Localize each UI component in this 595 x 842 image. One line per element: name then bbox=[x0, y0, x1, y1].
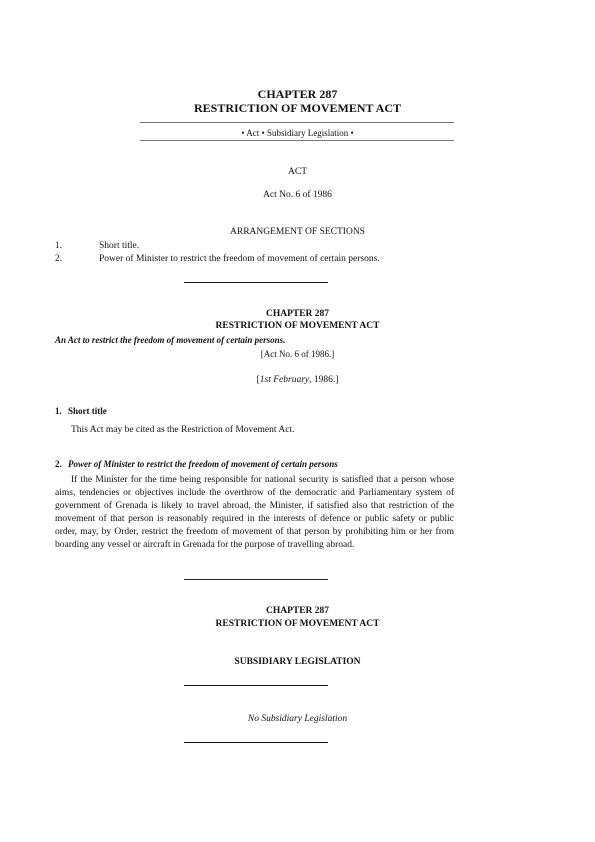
nav-bottom-rule bbox=[140, 140, 454, 141]
section-2-text: If the Minister for the time being responsible for national security is satisfied that a person whose aims, tendencies or objectives include the overthrow of the democratic and Parliamentary system of government of Grenada is likely to travel abroad, the Minister, if satisfied also that restriction of the movement of that person is reasonably required in the interests of defence or public safety or public order, may, by Order, restrict the freedom of movement of that person by prohibiting him or her from boarding any vessel or aircraft in Grenada for the purpose of travelling abroad. bbox=[55, 475, 454, 550]
nav-link-act[interactable]: Act bbox=[246, 128, 260, 138]
section-1-heading bbox=[55, 405, 107, 418]
arrangement-item-text[interactable]: Short title. bbox=[99, 241, 140, 251]
arrangement-heading: ARRANGEMENT OF SECTIONS bbox=[230, 227, 365, 237]
section-title: Power of Minister to restrict the freedom of movement of certain persons bbox=[68, 459, 338, 469]
body-chapter-heading: CHAPTER 287 bbox=[265, 309, 330, 319]
subsidiary-chapter-heading: CHAPTER 287 bbox=[265, 606, 330, 616]
section-2-heading bbox=[55, 458, 338, 471]
nav-links bbox=[0, 128, 595, 138]
arrangement-item-number: 2. bbox=[55, 254, 63, 264]
section-number: 1. bbox=[55, 406, 62, 416]
no-subsidiary-note: No Subsidiary Legislation bbox=[247, 714, 348, 724]
arrangement-item[interactable] bbox=[55, 240, 455, 253]
section-title: Short title bbox=[68, 406, 107, 416]
commencement-close: , 1986.] bbox=[309, 375, 339, 385]
nav-link-subsidiary[interactable]: Subsidiary Legislation bbox=[266, 128, 349, 138]
section-1-text: This Act may be cited as the Restriction of Movement Act. bbox=[71, 425, 295, 435]
commencement-date bbox=[0, 374, 595, 387]
chapter-heading: CHAPTER 287 bbox=[257, 87, 338, 101]
arrangement-list bbox=[55, 240, 455, 266]
nav-bullet: • bbox=[241, 128, 245, 138]
act-label: ACT bbox=[288, 167, 307, 177]
nav-top-rule bbox=[140, 122, 454, 123]
commencement-day: 1st February bbox=[259, 375, 310, 385]
nav-bullet: • bbox=[350, 128, 354, 138]
commencement-open: [ bbox=[256, 375, 260, 385]
arrangement-item[interactable] bbox=[55, 253, 455, 266]
section-divider bbox=[184, 579, 328, 580]
act-number: Act No. 6 of 1986 bbox=[263, 190, 332, 200]
body-act-title: RESTRICTION OF MOVEMENT ACT bbox=[215, 321, 380, 331]
act-reference: [Act No. 6 of 1986.] bbox=[260, 349, 335, 359]
arrangement-item-text[interactable]: Power of Minister to restrict the freedom of movement of certain persons. bbox=[99, 254, 380, 264]
subsidiary-divider bbox=[184, 742, 328, 743]
section-number: 2. bbox=[55, 459, 62, 469]
long-title: An Act to restrict the freedom of movement of certain persons. bbox=[55, 335, 286, 345]
arrangement-item-number: 1. bbox=[55, 241, 63, 251]
nav-bullet: • bbox=[261, 128, 265, 138]
subsidiary-heading: SUBSIDIARY LEGISLATION bbox=[234, 657, 361, 667]
section-divider bbox=[184, 282, 328, 283]
subsidiary-act-title: RESTRICTION OF MOVEMENT ACT bbox=[215, 619, 380, 629]
act-title: RESTRICTION OF MOVEMENT ACT bbox=[193, 101, 402, 115]
subsidiary-divider bbox=[184, 685, 328, 686]
